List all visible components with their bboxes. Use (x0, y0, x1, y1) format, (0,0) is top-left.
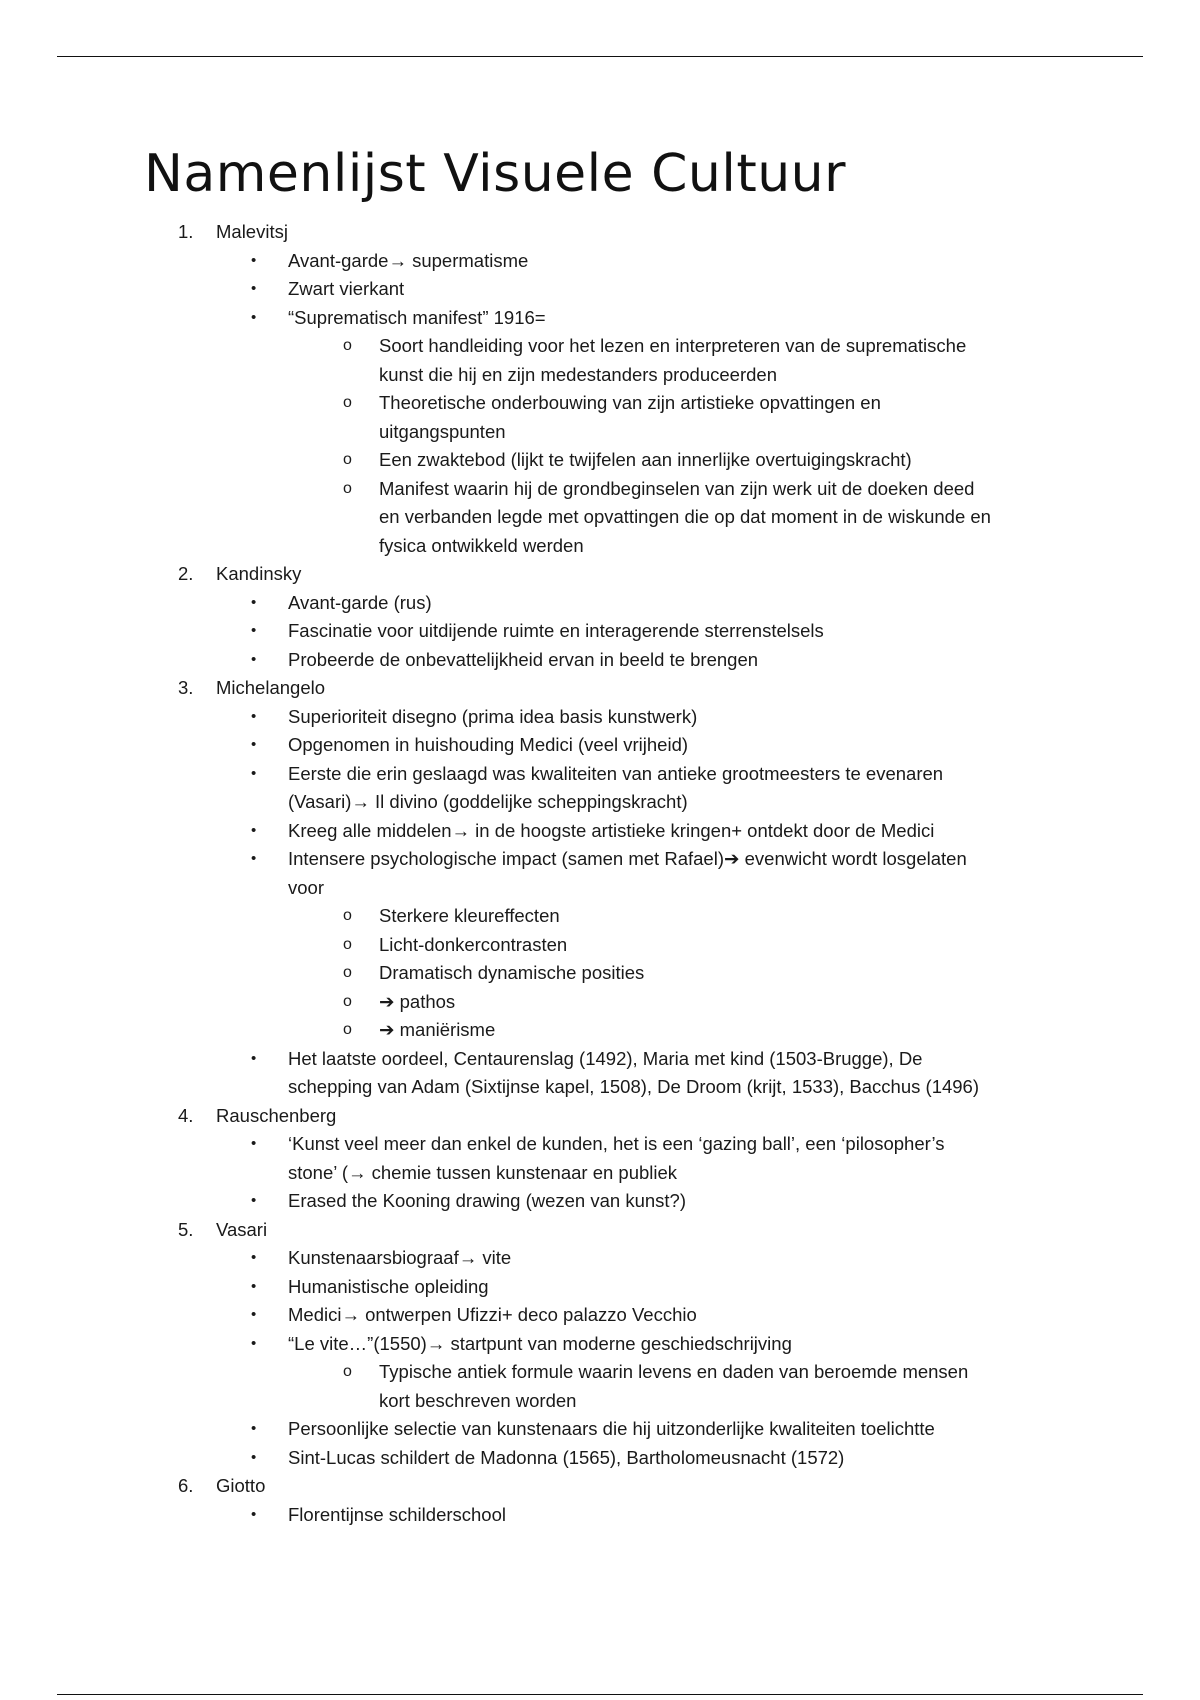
bullet-icon: • (251, 1049, 257, 1067)
bullet-point: • Kreeg alle middelen→ in de hoogste artistieke kringen+ ontdekt door de Medici (0, 817, 1068, 846)
circle-bullet-icon: o (343, 394, 352, 411)
bullet-point-continued: stone’ (→ chemie tussen kunstenaar en publiek (288, 1161, 678, 1183)
circle-bullet-icon: o (343, 337, 352, 354)
sub-point: o Licht-donkercontrasten (0, 931, 1069, 960)
bullet-icon: • (251, 736, 257, 753)
circle-bullet-icon: o (343, 964, 352, 981)
bullet-icon: • (251, 280, 257, 297)
bullet-point: • Eerste die erin geslaagd was kwaliteiten van antieke grootmeesters te evenaren (0, 760, 1068, 789)
sub-point: o Sterkere kleureffecten (0, 902, 1069, 931)
bullet-icon: • (251, 1448, 257, 1466)
bullet-icon: • (251, 1505, 257, 1523)
circle-bullet-icon: o (343, 1021, 352, 1038)
list-item-vasari: 5. Vasari (178, 1218, 268, 1240)
bullet-icon: • (251, 1192, 257, 1209)
name-list (0, 218, 1200, 1529)
circle-bullet-icon: o (343, 1363, 352, 1380)
list-item-michelangelo: 3. Michelangelo (178, 677, 326, 698)
bullet-icon: • (251, 622, 257, 639)
bullet-icon: • (251, 593, 257, 611)
sub-point: o Dramatisch dynamische posities (0, 959, 1069, 988)
sub-point-continued: kort beschreven worden (379, 1389, 577, 1411)
bullet-icon: • (251, 650, 257, 668)
bullet-point: • Fascinatie voor uitdijende ruimte en interagerende sterrenstelsels (0, 617, 1068, 646)
circle-bullet-icon: o (343, 479, 352, 497)
bullet-icon: • (251, 1334, 257, 1352)
sub-point: o Typische antiek formule waarin levens en daden van beroemde mensen (0, 1358, 1069, 1387)
bullet-icon: • (251, 1306, 257, 1323)
sub-point-continued: en verbanden legde met opvattingen die op dat moment in de wiskunde en (379, 506, 991, 527)
page-title: Namenlijst Visuele Cultuur (144, 144, 846, 204)
sub-point-continued: uitgangspunten (379, 420, 506, 442)
circle-bullet-icon: o (343, 451, 352, 468)
bullet-point: • Het laatste oordeel, Centaurenslag (1492), Maria met kind (1503-Brugge), De (0, 1045, 1068, 1074)
bullet-icon: • (251, 764, 257, 782)
list-item-giotto: 6. Giotto (178, 1475, 266, 1496)
bullet-point: • ‘Kunst veel meer dan enkel de kunden, het is een ‘gazing ball’, een ‘pilosopher’s (0, 1130, 1068, 1159)
list-item-rauschenberg: 4. Rauschenberg (178, 1104, 337, 1126)
sub-point-continued: kunst die hij en zijn medestanders produceerden (379, 363, 777, 385)
bullet-point: • Humanistische opleiding (0, 1273, 1068, 1302)
bullet-icon: • (251, 1420, 257, 1437)
bullet-icon: • (251, 1249, 257, 1266)
bullet-point: • Florentijnse schilderschool (0, 1501, 1068, 1530)
bullet-icon: • (251, 251, 257, 269)
header-rule (57, 56, 1143, 57)
bullet-icon: • (251, 707, 257, 725)
sub-point: o Soort handleiding voor het lezen en interpreteren van de suprematische (0, 332, 1069, 361)
bullet-point-continued: schepping van Adam (Sixtijnse kapel, 1508), De Droom (krijt, 1533), Bacchus (1496) (288, 1076, 980, 1097)
list-item-kandinsky: 2. Kandinsky (178, 563, 302, 584)
circle-bullet-icon: o (343, 935, 352, 953)
bullet-point: • Zwart vierkant (0, 275, 1068, 304)
bullet-point: • Sint-Lucas schildert de Madonna (1565), Bartholomeusnacht (1572) (0, 1444, 1068, 1473)
bullet-point: • “Suprematisch manifest” 1916= (0, 304, 1068, 333)
bullet-point-continued: (Vasari)→ Il divino (goddelijke scheppingskracht) (288, 791, 688, 812)
bullet-point: • “Le vite…”(1550)→ startpunt van moderne geschiedschrijving (0, 1330, 1068, 1359)
bullet-point: • Kunstenaarsbiograaf→ vite (0, 1244, 1068, 1273)
sub-point: o ➔ pathos (0, 988, 1069, 1017)
bullet-point: • Avant-garde (rus) (0, 589, 1068, 618)
circle-bullet-icon: o (343, 907, 352, 924)
bullet-icon: • (251, 308, 257, 326)
sub-point: o Een zwaktebod (lijkt te twijfelen aan innerlijke overtuigingskracht) (0, 446, 1069, 475)
bullet-icon: • (251, 1135, 257, 1152)
circle-bullet-icon: o (343, 992, 352, 1010)
sub-point: o Manifest waarin hij de grondbeginselen van zijn werk uit de doeken deed (0, 475, 1069, 504)
footer-rule (57, 1694, 1143, 1695)
list-item-malevitsj: 1. Malevitsj (178, 221, 288, 242)
bullet-icon: • (251, 1277, 257, 1295)
sub-point: o Theoretische onderbouwing van zijn artistieke opvattingen en (0, 389, 1069, 418)
bullet-point: • Erased the Kooning drawing (wezen van kunst?) (0, 1187, 1068, 1216)
bullet-icon: • (251, 821, 257, 839)
bullet-point-continued: voor (288, 876, 324, 898)
bullet-point: • Intensere psychologische impact (samen met Rafael)➔ evenwicht wordt losgelaten (0, 845, 1068, 874)
bullet-point: • Avant-garde→ supermatisme (0, 247, 1068, 276)
bullet-point: • Medici→ ontwerpen Ufizzi+ deco palazzo Vecchio (0, 1301, 1068, 1330)
bullet-point: • Probeerde de onbevattelijkheid ervan in beeld te brengen (0, 646, 1068, 675)
sub-point-continued: fysica ontwikkeld werden (379, 534, 584, 556)
bullet-point: • Opgenomen in huishouding Medici (veel vrijheid) (0, 731, 1068, 760)
bullet-point: • Superioriteit disegno (prima idea basis kunstwerk) (0, 703, 1068, 732)
bullet-point: • Persoonlijke selectie van kunstenaars die hij uitzonderlijke kwaliteiten toelichtte (0, 1415, 1068, 1444)
bullet-icon: • (251, 850, 257, 867)
sub-point: o ➔ maniërisme (0, 1016, 1069, 1045)
